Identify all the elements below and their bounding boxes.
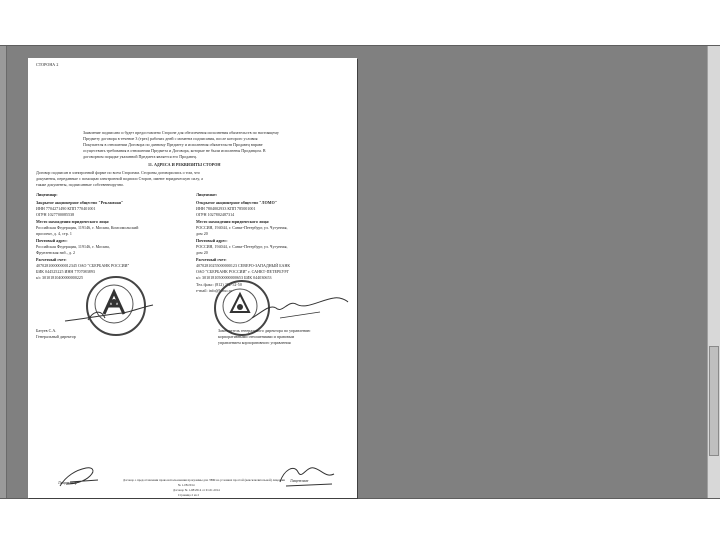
left-party-ogrn: ОГРН 1027700085538 xyxy=(36,212,75,217)
left-party-post-line: Российская Федерация, 119146, г. Москва, xyxy=(36,244,110,249)
section-heading: 11. АДРЕСА И РЕКВИЗИТЫ СТОРОН xyxy=(148,162,221,167)
left-signer-role: Генеральный директор xyxy=(36,334,76,339)
right-party-post-line: РОССИЯ, 194044, г. Санкт-Петербург, ул. Чугунная, xyxy=(196,244,288,249)
footer-left-signature-icon xyxy=(56,462,102,490)
right-party-contact-line: Тел./факс: (812) 292-52-50 xyxy=(196,282,242,287)
left-party-role: Лицензиар: xyxy=(36,192,58,197)
right-party-addr-line: РОССИЯ, 194044, г. Санкт-Петербург, ул. Чугунная, xyxy=(196,225,288,230)
right-party-role: Лицензиат: xyxy=(196,192,218,197)
left-party-inn: ИНН 7704271490 КПП 770401001 xyxy=(36,206,96,211)
footer-center-line: Договор № 1-08/2014 от 01.01.2014 xyxy=(173,488,220,492)
footer-right-label: Лицензиат xyxy=(290,478,309,483)
right-party-inn: ИНН 7804002933 КПП 785001001 xyxy=(196,206,256,211)
page-number-text: 2 xyxy=(56,62,59,67)
right-party-addr-heading: Место нахождения юридического лица: xyxy=(196,219,270,224)
footer-center-line: Страница 2 из 2 xyxy=(178,493,200,497)
left-party-bank-line: к/с 30101810400000000225 xyxy=(36,275,84,280)
right-signer-line: Заместитель генерального директора по управлению xyxy=(218,328,311,333)
left-signature-icon xyxy=(63,303,158,325)
right-party-addr-line: дом 20 xyxy=(196,231,208,236)
right-party-ogrn: ОГРН 1027802487314 xyxy=(196,212,235,217)
right-party-post-line: дом 20 xyxy=(196,250,208,255)
left-party-addr-heading: Место нахождения юридического лица: xyxy=(36,219,110,224)
section-line: также документы, подписанные собственноручно. xyxy=(36,182,125,187)
left-party-bank-line: 40702810000000012345 ОАО "СБЕРБАНК РОССИИ" xyxy=(36,263,130,268)
intro-line: Покупателя в отношении Договора по данному Предмету и исполнения обязательств Продавец вправе xyxy=(83,142,263,147)
left-party-name: Закрытое акционерное общество "Рекламная" xyxy=(36,200,124,205)
intro-line: осуществить требования в отношении Предмета и Договора, которые не были исполнены Продавцом. В xyxy=(83,148,266,153)
vertical-scrollbar[interactable] xyxy=(707,46,720,498)
right-party-bank-line: ОАО "СБЕРБАНК РОССИИ" г. САНКТ-ПЕТЕРБУРГ xyxy=(196,269,290,274)
left-party-addr-line: проспект, д. 4, стр. 1 xyxy=(36,231,72,236)
right-party-bank-line: 40702810255000000123 СЕВЕРО-ЗАПАДНЫЙ БАНК xyxy=(196,263,291,268)
footer-left-label: Лицензиар xyxy=(58,480,77,485)
footer-center-line: Договор о предоставлении права использования программы для ЭВМ на условиях простой (неисключительной) лицензии xyxy=(123,478,286,482)
left-party-bank-heading: Расчетный счет: xyxy=(36,257,67,262)
right-party-contact-line: e-mail: info@lomo.ru xyxy=(196,288,233,293)
right-signature-icon xyxy=(250,294,350,322)
page-header-mark xyxy=(36,62,58,67)
section-line: Договор подписан в электронной форме по всем Сторонам. Стороны договорились о том, что xyxy=(36,170,200,175)
document-viewer[interactable] xyxy=(0,45,720,499)
footer-center-line: № 1-08/2014 xyxy=(178,483,195,487)
right-party-bank-line: к/с 30101810500000000653 БИК 044030653 xyxy=(196,275,272,280)
right-party-post-heading: Почтовый адрес: xyxy=(196,238,228,243)
footer-right-signature-icon xyxy=(276,460,338,490)
right-party-name: Открытое акционерное общество "ЛОМО" xyxy=(196,200,278,205)
left-party-addr-line: Российская Федерация, 119146, г. Москва, Комсомольский xyxy=(36,225,139,230)
left-party-post-line: Фрунзенская наб., д. 2 xyxy=(36,250,76,255)
right-signer-line: корпоративными отношениями и правовым xyxy=(218,334,295,339)
left-panel-edge xyxy=(0,46,7,498)
intro-line: Предмету договора в течение 3 (трех) рабочих дней с момента подписания, после которого условия xyxy=(83,136,258,141)
right-party-bank-heading: Расчетный счет: xyxy=(196,257,227,262)
left-party-post-heading: Почтовый адрес: xyxy=(36,238,68,243)
left-party-bank-line: БИК 044525225 ИНН 7707083893 xyxy=(36,269,95,274)
right-signer-line: управлением корпоративного управления xyxy=(218,340,291,345)
left-signer-name: Батуев С.А. xyxy=(36,328,57,333)
intro-line: Заявление подписано и будет предоставлено Стороне для обеспечения исполнения обязательств по настоящему xyxy=(83,130,279,135)
document-page xyxy=(28,58,357,498)
scrollbar-thumb[interactable] xyxy=(709,346,719,456)
page-title-text: СТОРОНА xyxy=(36,62,56,67)
section-line: документы, переданные с помощью электронной подписи Сторон, имеют юридическую силу, а xyxy=(36,176,203,181)
intro-line: договорном порядке указанной Предмета является его Продавец. xyxy=(83,154,198,159)
